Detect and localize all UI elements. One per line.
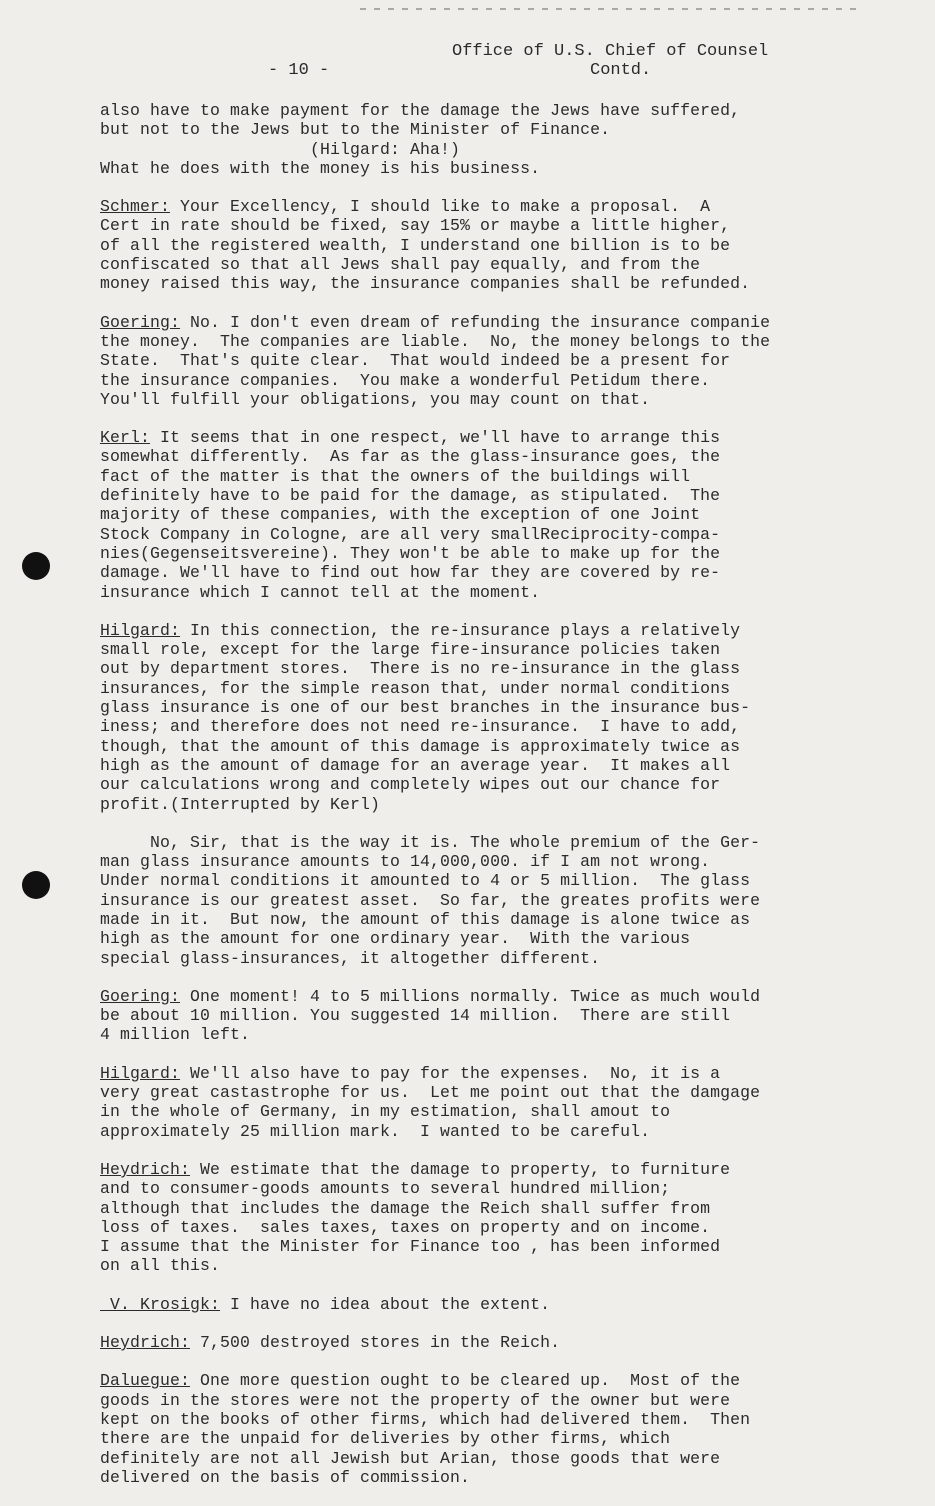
text-line	[100, 1391, 890, 1410]
line-text: definitely have to be paid for the damage, as stipulated. The	[100, 486, 721, 506]
text-line	[100, 1179, 890, 1198]
speaker-name: Kerl:	[100, 428, 151, 448]
line-text: high as the amount for one ordinary year. With the various	[100, 929, 691, 949]
transcript-paragraph	[100, 1295, 890, 1314]
line-text: We estimate that the damage to property, to furniture	[190, 1159, 731, 1179]
text-line	[100, 428, 890, 447]
speaker-name: Daluegue:	[100, 1371, 191, 1391]
line-text: be about 10 million. You suggested 14 million. There are still	[100, 1006, 731, 1026]
text-line	[100, 987, 890, 1006]
text-line	[100, 833, 890, 852]
text-line	[100, 640, 890, 659]
line-text: but not to the Jews but to the Minister of Finance.	[100, 120, 611, 140]
text-line	[100, 756, 890, 775]
line-text: money raised this way, the insurance companies shall be refunded.	[100, 274, 751, 294]
text-line	[100, 737, 890, 756]
text-line	[100, 101, 890, 120]
text-line	[100, 1218, 890, 1237]
text-line	[100, 120, 890, 139]
text-line	[100, 891, 890, 910]
line-text: insurances, for the simple reason that, under normal conditions	[100, 678, 731, 698]
line-text: though, that the amount of this damage is approximately twice as	[100, 736, 741, 756]
office-title: Office of U.S. Chief of Counsel	[452, 42, 769, 61]
line-text: 4 million left.	[100, 1025, 251, 1045]
speaker-name: Goering:	[100, 312, 181, 332]
text-line	[100, 1064, 890, 1083]
line-text: our calculations wrong and completely wipes out our chance for	[100, 775, 721, 795]
text-line	[100, 525, 890, 544]
speaker-name: Heydrich:	[100, 1159, 191, 1179]
punch-hole	[22, 552, 50, 580]
text-line	[100, 467, 890, 486]
transcript-paragraph	[100, 101, 890, 178]
line-text: No. I don't even dream of refunding the insurance companie	[180, 312, 771, 332]
text-line	[100, 236, 890, 255]
speaker-name: Schmer:	[100, 197, 171, 217]
text-line	[100, 159, 890, 178]
text-line	[100, 332, 890, 351]
text-line	[100, 505, 890, 524]
line-text: What he does with the money is his business.	[100, 158, 541, 178]
text-line	[100, 1410, 890, 1429]
line-text: No, Sir, that is the way it is. The whole premium of the Ger-	[100, 832, 761, 852]
line-text: You'll fulfill your obligations, you may count on that.	[100, 389, 651, 409]
line-text: goods in the stores were not the property of the owner but were	[100, 1390, 731, 1410]
text-line	[100, 1025, 890, 1044]
transcript-paragraph	[100, 1064, 890, 1141]
text-line	[100, 447, 890, 466]
transcript-paragraph	[100, 621, 890, 814]
text-line	[100, 775, 890, 794]
line-text: (Hilgard: Aha!)	[100, 139, 461, 159]
line-text: in the whole of Germany, in my estimation, shall amout to	[100, 1102, 671, 1122]
line-text: In this connection, the re-insurance plays a relatively	[180, 620, 741, 640]
speaker-name: Hilgard:	[100, 620, 181, 640]
transcript-paragraph	[100, 987, 890, 1045]
text-line	[100, 1083, 890, 1102]
transcript-body	[100, 101, 890, 1506]
text-line	[100, 1256, 890, 1275]
line-text: out by department stores. There is no re-insurance in the glass	[100, 659, 741, 679]
line-text: made in it. But now, the amount of this damage is alone twice as	[100, 909, 751, 929]
text-line	[100, 852, 890, 871]
speaker-name: Heydrich:	[100, 1333, 191, 1353]
line-text: I assume that the Minister for Finance too , has been informed	[100, 1237, 721, 1257]
text-line	[100, 255, 890, 274]
text-line	[100, 1160, 890, 1179]
transcript-paragraph	[100, 428, 890, 602]
line-text: glass insurance is one of our best branches in the insurance bus-	[100, 698, 751, 718]
line-text: Under normal conditions it amounted to 4 or 5 million. The glass	[100, 871, 751, 891]
transcript-paragraph	[100, 1160, 890, 1276]
transcript-paragraph	[100, 313, 890, 409]
text-line	[100, 1199, 890, 1218]
line-text: on all this.	[100, 1256, 221, 1276]
line-text: approximately 25 million mark. I wanted to be careful.	[100, 1121, 651, 1141]
line-text: One moment! 4 to 5 millions normally. Twice as much would	[180, 986, 761, 1006]
text-line	[100, 717, 890, 736]
line-text: fact of the matter is that the owners of the buildings will	[100, 466, 691, 486]
text-line	[100, 216, 890, 235]
text-line	[100, 313, 890, 332]
line-text: confiscated so that all Jews shall pay equally, and from the	[100, 255, 701, 275]
transcript-paragraph	[100, 833, 890, 968]
text-line	[100, 140, 890, 159]
line-text: special glass-insurances, it altogether different.	[100, 948, 601, 968]
transcript-paragraph	[100, 1333, 890, 1352]
line-text: Stock Company in Cologne, are all very smallReciprocity-compa-	[100, 524, 721, 544]
text-line	[100, 390, 890, 409]
speaker-name: V. Krosigk:	[100, 1294, 221, 1314]
text-line	[100, 1295, 890, 1314]
line-text: profit.(Interrupted by Kerl)	[100, 794, 381, 814]
line-text: insurance is our greatest asset. So far, the greates profits were	[100, 890, 761, 910]
line-text: also have to make payment for the damage the Jews have suffered,	[100, 101, 741, 120]
line-text: One more question ought to be cleared up. Most of the	[190, 1371, 741, 1391]
line-text: State. That's quite clear. That would indeed be a present for	[100, 351, 731, 371]
line-text: I have no idea about the extent.	[220, 1294, 551, 1314]
line-text: delivered on the basis of commission.	[100, 1467, 471, 1487]
line-text: very great castastrophe for us. Let me point out that the damgage	[100, 1083, 761, 1103]
line-text: man glass insurance amounts to 14,000,000. if I am not wrong.	[100, 852, 711, 872]
line-text: nies(Gegenseitsvereine). They won't be able to make up for the	[100, 543, 721, 563]
line-text: the money. The companies are liable. No, the money belongs to the	[100, 331, 771, 351]
text-line	[100, 910, 890, 929]
text-line	[100, 698, 890, 717]
office-header	[452, 42, 768, 80]
text-line	[100, 544, 890, 563]
text-line	[100, 583, 890, 602]
text-line	[100, 486, 890, 505]
text-line	[100, 1237, 890, 1256]
text-line	[100, 871, 890, 890]
text-line	[100, 1333, 890, 1352]
text-line	[100, 795, 890, 814]
speaker-name: Hilgard:	[100, 1063, 181, 1083]
text-line	[100, 274, 890, 293]
line-text: iness; and therefore does not need re-insurance. I have to add,	[100, 717, 741, 737]
line-text: small role, except for the large fire-insurance policies taken	[100, 640, 721, 660]
office-contd: Contd.	[590, 61, 652, 80]
line-text: Your Excellency, I should like to make a proposal. A	[170, 197, 711, 217]
line-text: It seems that in one respect, we'll have to arrange this	[150, 428, 721, 448]
line-text: kept on the books of other firms, which had delivered them. Then	[100, 1409, 751, 1429]
line-text: high as the amount of damage for an average year. It makes all	[100, 755, 731, 775]
text-line	[100, 1006, 890, 1025]
text-line	[100, 929, 890, 948]
line-text: of all the registered wealth, I understand one billion is to be	[100, 235, 731, 255]
line-text: somewhat differently. As far as the glass-insurance goes, the	[100, 447, 721, 467]
scan-artifact-line	[360, 8, 860, 10]
punch-hole	[22, 871, 50, 899]
text-line	[100, 1468, 890, 1487]
text-line	[100, 563, 890, 582]
page-number: - 10 -	[268, 61, 330, 80]
line-text: damage. We'll have to find out how far they are covered by re-	[100, 563, 721, 583]
text-line	[100, 351, 890, 370]
text-line	[100, 371, 890, 390]
text-line	[100, 659, 890, 678]
line-text: insurance which I cannot tell at the moment.	[100, 582, 541, 602]
line-text: majority of these companies, with the exception of one Joint	[100, 505, 701, 525]
text-line	[100, 949, 890, 968]
text-line	[100, 1122, 890, 1141]
line-text: We'll also have to pay for the expenses. No, it is a	[180, 1063, 721, 1083]
transcript-paragraph	[100, 1371, 890, 1487]
line-text: Cert in rate should be fixed, say 15% or maybe a little higher,	[100, 216, 731, 236]
line-text: 7,500 destroyed stores in the Reich.	[190, 1333, 561, 1353]
line-text: there are the unpaid for deliveries by other firms, which	[100, 1429, 671, 1449]
transcript-paragraph	[100, 197, 890, 293]
line-text: although that includes the damage the Reich shall suffer from	[100, 1198, 711, 1218]
text-line	[100, 1371, 890, 1390]
line-text: the insurance companies. You make a wonderful Petidum there.	[100, 370, 711, 390]
text-line	[100, 679, 890, 698]
line-text: and to consumer-goods amounts to several hundred million;	[100, 1179, 671, 1199]
line-text: loss of taxes. sales taxes, taxes on property and on income.	[100, 1217, 711, 1237]
speaker-name: Goering:	[100, 986, 181, 1006]
text-line	[100, 197, 890, 216]
text-line	[100, 1429, 890, 1448]
text-line	[100, 621, 890, 640]
text-line	[100, 1449, 890, 1468]
text-line	[100, 1102, 890, 1121]
line-text: definitely are not all Jewish but Arian, those goods that were	[100, 1448, 721, 1468]
